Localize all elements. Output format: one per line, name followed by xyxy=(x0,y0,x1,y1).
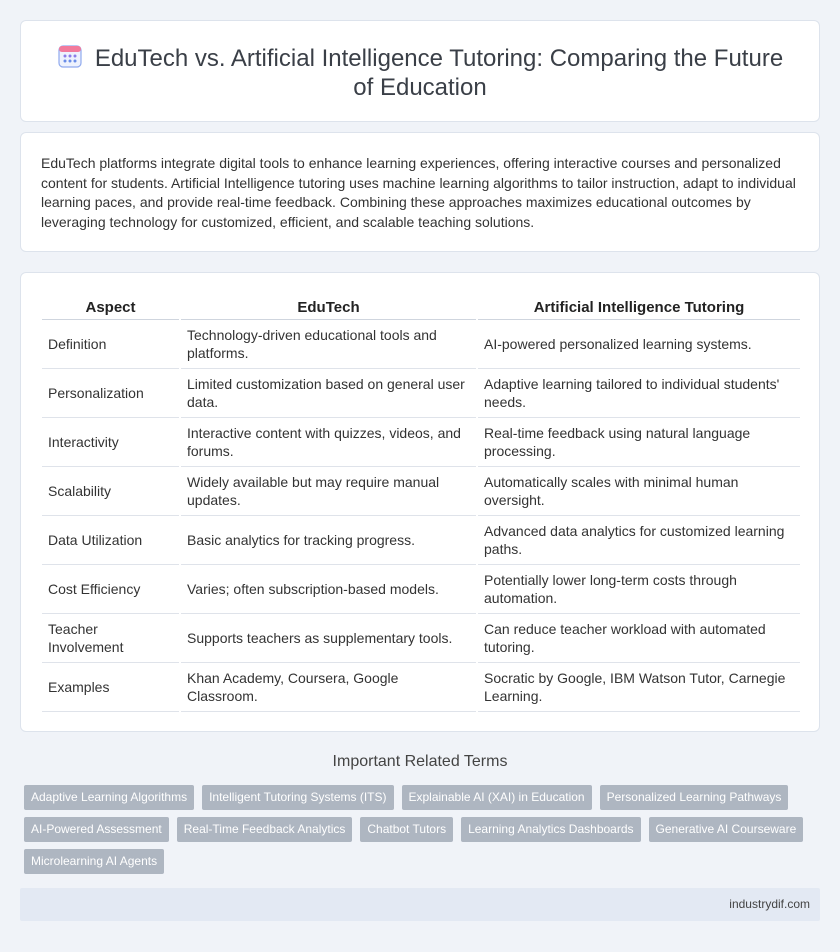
cell-edutech: Basic analytics for tracking progress. xyxy=(180,515,477,564)
related-terms-tags xyxy=(24,785,824,881)
comparison-table xyxy=(42,296,800,712)
cell-ai-tutoring: Can reduce teacher workload with automated tutoring. xyxy=(477,613,800,662)
tag-intelligent-tutoring-systems[interactable]: Intelligent Tutoring Systems (ITS) xyxy=(202,785,393,810)
intro-card xyxy=(20,132,820,252)
footer-site-link[interactable]: industrydif.com xyxy=(729,897,810,911)
tag-personalized-learning-pathways[interactable]: Personalized Learning Pathways xyxy=(600,785,789,810)
cell-edutech: Limited customization based on general user data. xyxy=(180,368,477,417)
cell-ai-tutoring: Real-time feedback using natural language processing. xyxy=(477,417,800,466)
header-aspect: Aspect xyxy=(42,296,180,319)
cell-aspect: Definition xyxy=(42,319,180,368)
table-row xyxy=(42,466,800,515)
header-edutech: EduTech xyxy=(180,296,477,319)
cell-aspect: Examples xyxy=(42,662,180,711)
table-row xyxy=(42,368,800,417)
footer xyxy=(20,888,820,921)
title-card xyxy=(20,20,820,122)
tag-adaptive-learning-algorithms[interactable]: Adaptive Learning Algorithms xyxy=(24,785,194,810)
intro-paragraph: EduTech platforms integrate digital tools to enhance learning experiences, offering interactive courses and personalized content for students. Artificial Intelligence tutoring uses machine learning algorithms to tailor instruction, adapt to individual learning paces, and provide real-time feedback. Combining these approaches maximizes educational outcomes by leveraging technology for customized, efficient, and scalable teaching solutions. xyxy=(41,155,796,230)
cell-aspect: Interactivity xyxy=(42,417,180,466)
table-row xyxy=(42,662,800,711)
cell-ai-tutoring: Socratic by Google, IBM Watson Tutor, Carnegie Learning. xyxy=(477,662,800,711)
table-row xyxy=(42,417,800,466)
tag-learning-analytics-dashboards[interactable]: Learning Analytics Dashboards xyxy=(461,817,640,842)
tag-explainable-ai[interactable]: Explainable AI (XAI) in Education xyxy=(402,785,592,810)
comparison-table-card xyxy=(20,272,820,732)
cell-aspect: Cost Efficiency xyxy=(42,564,180,613)
cell-edutech: Supports teachers as supplementary tools. xyxy=(180,613,477,662)
table-row xyxy=(42,613,800,662)
cell-ai-tutoring: Advanced data analytics for customized learning paths. xyxy=(477,515,800,564)
table-row xyxy=(42,515,800,564)
related-terms-title: Important Related Terms xyxy=(332,753,508,770)
tag-real-time-feedback-analytics[interactable]: Real-Time Feedback Analytics xyxy=(177,817,353,842)
header-ai-tutoring: Artificial Intelligence Tutoring xyxy=(477,296,800,319)
page-title-row xyxy=(51,43,789,102)
cell-edutech: Khan Academy, Coursera, Google Classroom. xyxy=(180,662,477,711)
cell-aspect: Scalability xyxy=(42,466,180,515)
cell-aspect: Teacher Involvement xyxy=(42,613,180,662)
cell-ai-tutoring: AI-powered personalized learning systems. xyxy=(477,319,800,368)
cell-edutech: Interactive content with quizzes, videos, and forums. xyxy=(180,417,477,466)
cell-ai-tutoring: Adaptive learning tailored to individual students' needs. xyxy=(477,368,800,417)
table-header-row xyxy=(42,296,800,319)
tag-chatbot-tutors[interactable]: Chatbot Tutors xyxy=(360,817,453,842)
table-row xyxy=(42,564,800,613)
tag-microlearning-ai-agents[interactable]: Microlearning AI Agents xyxy=(24,849,164,874)
cell-ai-tutoring: Automatically scales with minimal human oversight. xyxy=(477,466,800,515)
cell-edutech: Technology-driven educational tools and platforms. xyxy=(180,319,477,368)
cell-aspect: Data Utilization xyxy=(42,515,180,564)
cell-edutech: Varies; often subscription-based models. xyxy=(180,564,477,613)
table-row xyxy=(42,319,800,368)
tag-ai-powered-assessment[interactable]: AI-Powered Assessment xyxy=(24,817,169,842)
tag-generative-ai-courseware[interactable]: Generative AI Courseware xyxy=(649,817,804,842)
page-title: EduTech vs. Artificial Intelligence Tutoring: Comparing the Future of Education xyxy=(94,45,784,101)
calendar-icon xyxy=(57,43,83,69)
cell-aspect: Personalization xyxy=(42,368,180,417)
cell-ai-tutoring: Potentially lower long-term costs through automation. xyxy=(477,564,800,613)
cell-edutech: Widely available but may require manual updates. xyxy=(180,466,477,515)
